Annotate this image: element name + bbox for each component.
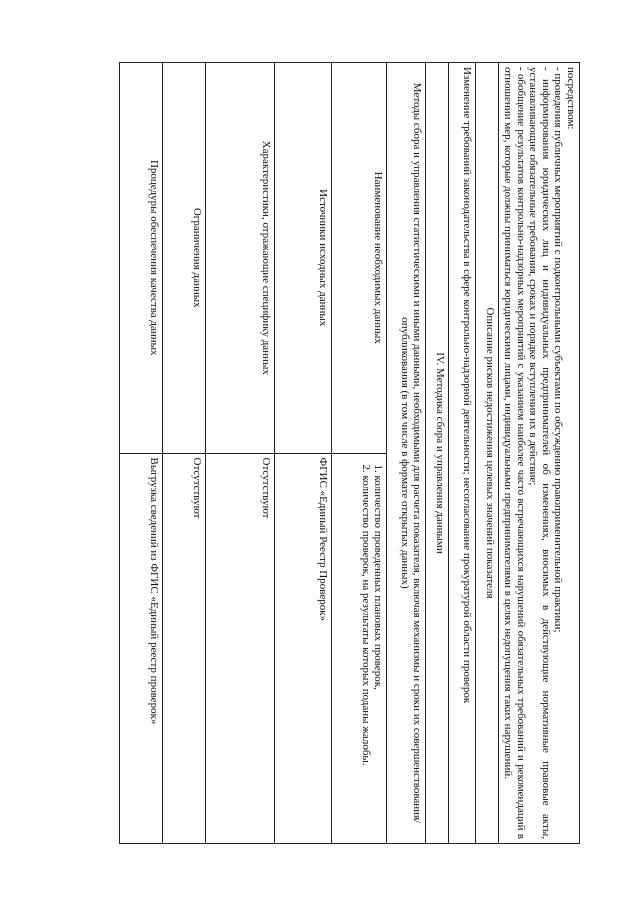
table-row — [449, 63, 476, 844]
row-label: Ограничения данных — [163, 63, 206, 454]
row-label: Источники исходных данных — [275, 63, 332, 454]
document-table — [119, 62, 580, 844]
table-row — [476, 63, 499, 844]
row-value: Выгрузка сведений из ФГИС «Единый реестр проверок» — [120, 453, 163, 844]
row-label: Наименование необходимых данных — [332, 63, 387, 454]
methods-text: Методы сбора и управления статистическими и иными данными, необходимыми для расчета показателя, включая механизмы и сроки их совершенствования/опубликования (в том числе в формате открытых данных) — [387, 63, 426, 844]
list-item: 2. количество проверок, на результаты которых поданы жалобы. — [359, 476, 372, 840]
table-row — [120, 63, 163, 844]
table-row — [206, 63, 275, 844]
table-row — [499, 63, 580, 844]
risks-text: Изменение требований законодательства в сфере контрольно-надзорной деятельности; несогласование прокуратурой области проверок — [449, 63, 476, 844]
intro-line: - информирования юридических лиц и индивидуальных предпринимателей об изменениях, вносимых в действующие нормативные правовые акты, устанавливающие обязательные требования, сроках и порядке вступления их в действие; — [527, 67, 552, 839]
row-label: Процедуры обеспечения качества данных — [120, 63, 163, 454]
table-row — [332, 63, 387, 844]
intro-cell — [499, 63, 580, 844]
table-row — [275, 63, 332, 844]
table-row — [387, 63, 426, 844]
row-value: Отсутствуют — [206, 453, 275, 844]
row-value: Отсутствуют — [163, 453, 206, 844]
intro-line: - обобщение результатов контрольно-надзорных мероприятий с указанием наиболее часто встречающихся нарушений обязательных требований и рекомендаций в отношении мер, которые должны приниматься юридическими лицами, индивидуальными предпринимателями в целях недопущения таких нарушений. — [502, 67, 527, 839]
table-row — [163, 63, 206, 844]
data-list — [359, 458, 384, 840]
row-label: Характеристики, отражающие специфику данных — [206, 63, 275, 454]
section-heading: IV. Методика сбора и управления данными — [426, 63, 449, 844]
table-row — [426, 63, 449, 844]
row-value — [332, 453, 387, 844]
risks-heading: Описание рисков недостижения целевых значений показателя — [476, 63, 499, 844]
intro-line: - проведения публичных мероприятий с подконтрольными субъектами по обсуждению правоприменительной практики; — [552, 67, 565, 633]
list-item: 1. количество проведенных плановых проверок, — [372, 476, 385, 840]
row-value: ФГИС «Единый Реестр Проверок» — [275, 453, 332, 844]
intro-line: посредством: — [565, 67, 577, 130]
